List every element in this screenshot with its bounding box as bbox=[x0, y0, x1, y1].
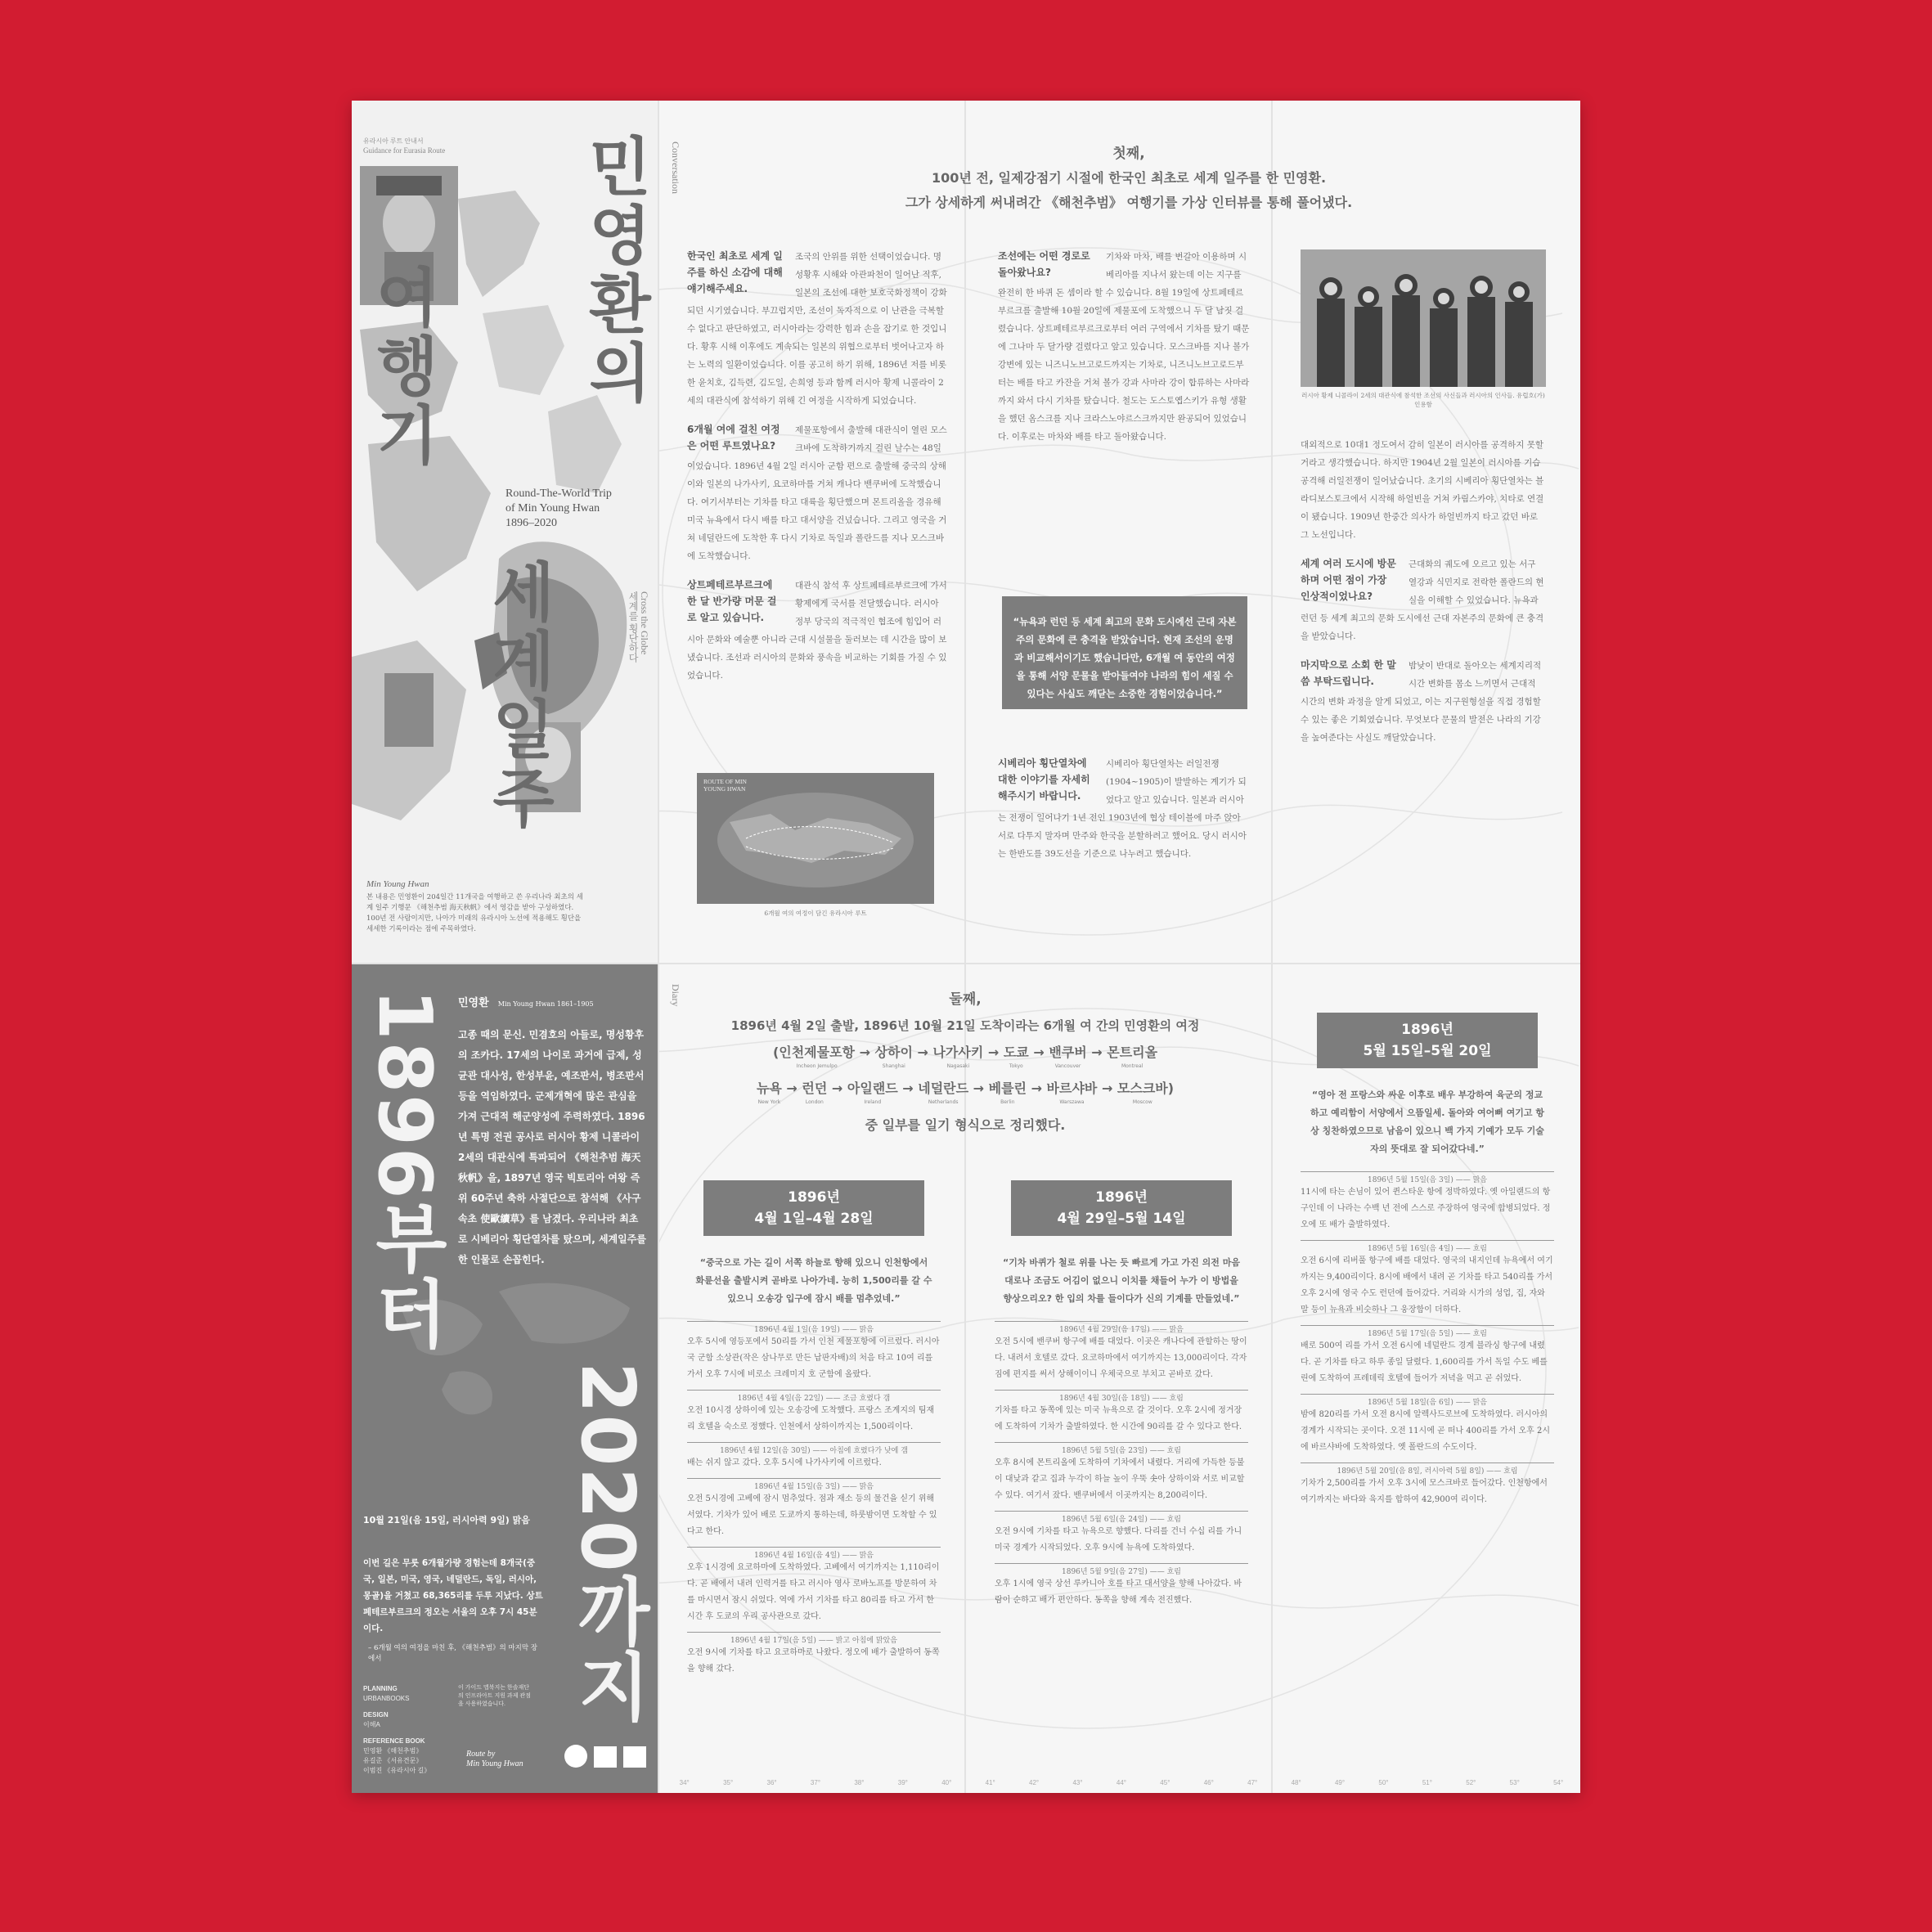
interview-col-2 bbox=[998, 248, 1251, 446]
route-stop-kr: 베를린 bbox=[988, 1081, 1027, 1096]
diary-label: Diary bbox=[670, 984, 681, 1007]
diary-entry-date: 1896년 4월 16일(음 4일) —— 맑음 bbox=[687, 1547, 941, 1560]
route-stop bbox=[802, 1078, 827, 1106]
route-map-drawing bbox=[697, 773, 934, 904]
poster-sheet bbox=[352, 101, 1580, 1793]
diary-entry-text: 오전 5시경에 고베에 잠시 멈추었다. 점과 재소 등의 물건을 싣기 위해서였다. 기차가 있어 배로 도쿄까지 통하는데, 하룻밤이면 도착할 수 있다고 한다. bbox=[687, 1494, 937, 1536]
date-year: 1896년 bbox=[788, 1189, 840, 1206]
title-main: 민영환의 bbox=[577, 133, 651, 408]
route-stop-kr: 뉴욕 bbox=[756, 1081, 782, 1096]
photo-caption: 러시아 황제 니콜라이 2세의 대관식에 참석한 조선의 사신들과 러시아의 인사들. 유럽호(가) 인용함 bbox=[1301, 392, 1545, 408]
diary-quote: “중국으로 가는 길이 서쪽 하늘로 향해 있으니 인천항에서 화륜선을 출발시켜 곧바로 나아가네. 능히 1,500리를 갈 수 있으니 오송강 입구에 잠시 배를 멈추었네.” bbox=[695, 1257, 932, 1304]
diary-column bbox=[687, 1180, 941, 1678]
credit-line: 이해A bbox=[363, 1721, 380, 1728]
diary-entry-text: 오후 1시에 영국 상선 루카니아 호를 타고 대서양을 향해 나아갔다. 바람이 순하고 배가 편안하다. 동쪽을 향해 계속 전진했다. bbox=[995, 1579, 1242, 1605]
ruler-tick: 54° bbox=[1553, 1779, 1564, 1786]
question: 한국인 최초로 세계 일주를 하신 소감에 대해 얘기해주세요. bbox=[687, 250, 783, 294]
bio-text: 고종 때의 문신. 민겸호의 아들로, 명성황후의 조카다. 17세의 나이로 과거에 급제, 성균관 대사성, 한성부윤, 예조판서, 병조판서 등을 역임하였다. 군제개혁에 많은 관심을 가져 근대적 해군양성에 주력하였다. 1896년 특명 전권 공사로 러시아 황제 니콜라이 2세의 대관식에 특파되어 《해천추범 海天秋帆》을, 1897년 영국 빅토리아 여왕 즉위 60주년 축하 사절단으로 참석해 《사구속초 使歐續草》를 남겼다. 우리나라 최초로 시베리아 횡단열차를 탔으며, 세계일주를 한 인물로 손꼽힌다. bbox=[458, 1029, 646, 1265]
route-stop-en: Warszawa bbox=[1059, 1099, 1085, 1105]
heading-line: 1896년 4월 2일 출발, 1896년 10월 21일 도착이라는 6개월 여 간의 민영환의 여정 bbox=[730, 1018, 1200, 1033]
arrow-icon: → bbox=[781, 1081, 802, 1096]
route-stop bbox=[932, 1042, 983, 1070]
photo-figures bbox=[1301, 249, 1546, 387]
route-map bbox=[697, 773, 934, 904]
heading-line: 중 일부를 일기 형식으로 정리했다. bbox=[865, 1117, 1066, 1133]
question: 조선에는 어떤 경로로 돌아왔나요? bbox=[998, 250, 1090, 278]
ruler-tick: 49° bbox=[1334, 1779, 1346, 1786]
interview-col-1 bbox=[687, 248, 949, 685]
section1-heading bbox=[695, 142, 1562, 215]
pull-quote: “뉴욕과 런던 등 세계 최고의 문화 도시에선 근대 자본주의 문화에 큰 충격을 받았습니다. 현재 조선의 운명과 비교해서이기도 했습니다만, 6개월 여 동안의 여정을 통해 서양 문물을 받아들여야 나라의 힘이 세질 수 있다는 사실도 깨닫는 소중한 경험이었습니다.” bbox=[1002, 596, 1247, 709]
route-stop bbox=[1049, 1042, 1086, 1070]
diary-entry-date: 1896년 4월 17일(음 5일) —— 밝고 아침에 맑았음 bbox=[687, 1632, 941, 1645]
answer: 밤낮이 반대로 돌아오는 세계지리적 시간 변화를 몸소 느끼면서 근대적 시간의 변화 과정을 알게 되었고, 이는 지구원형설을 직접 경험할 수 있는 좋은 기회였습니다. 무엇보다 문물의 발전은 나라의 기강을 높여준다는 사실도 깨달았습니다. bbox=[1301, 661, 1542, 743]
answer: 대관식 참석 후 상트페테르부르크에 가서 황제에게 국서를 전달했습니다. 러시아 정부 당국의 적극적인 협조에 힘입어 러시아 문화와 예술뿐 아니라 근대 시설물을 둘러보는 데 시간을 많이 보냈습니다. 조선과 러시아의 문화와 풍속을 비교하는 기회를 가질 수 있었습니다. bbox=[687, 581, 947, 681]
credit-line: 유길준 《서유견문》 bbox=[363, 1757, 423, 1764]
route-stop-kr: 인천제물포항 bbox=[779, 1045, 855, 1060]
qa-block bbox=[687, 248, 949, 410]
qa-block bbox=[687, 577, 949, 685]
title-sub2: 세계일주 bbox=[481, 559, 555, 833]
years-from: 1896부터 bbox=[362, 989, 447, 1351]
route-stop-kr: 나가사키 bbox=[932, 1045, 984, 1060]
qa-block bbox=[998, 248, 1251, 446]
route-stop bbox=[875, 1042, 913, 1070]
date-range: 4월 1일–4월 28일 bbox=[754, 1211, 874, 1227]
arrow-icon: → bbox=[897, 1081, 919, 1096]
diary-entry-text: 밤에 820리를 가서 오전 8시에 알렉사드로브에 도착하였다. 러시아의 경계가 시작되는 곳이다. 오전 11시에 곧 떠나 400리를 가서 오후 2시에 바르샤바에 도착하였다. 옛 폴란드의 수도이다. bbox=[1301, 1410, 1550, 1452]
route-stop-kr: 몬트리올 bbox=[1107, 1045, 1158, 1060]
interview-col-2b bbox=[998, 755, 1251, 863]
fold-line bbox=[658, 101, 659, 1793]
diary-entry-date: 1896년 5월 6일(음 24일) —— 흐림 bbox=[995, 1511, 1248, 1524]
fold-line bbox=[1271, 101, 1273, 1793]
diary-entry-date: 1896년 5월 5일(음 23일) —— 흐림 bbox=[995, 1442, 1248, 1455]
route-line-2: 뉴욕 New York → 런던 London → 아일랜드 Ireland → 네덜란드 Netherlands → 베를린 Berlin → 바르샤바 Warszawa → 모스크바 Moscow ) bbox=[679, 1078, 1251, 1106]
credit-line: 민영환 《해천추범》 bbox=[363, 1747, 423, 1755]
route-stop-en: Nagasaki bbox=[946, 1063, 970, 1069]
ruler-tick: 35° bbox=[723, 1779, 734, 1786]
diary-entry-text: 오후 5시에 영등포에서 50리를 가서 인천 제물포항에 이르렀다. 러시아국 군함 소상관(작은 삼나무로 만든 납판자배)의 처음 타고 10여 리를 가서 오후 7시에 비로소 크레미지 호 군함에 올랐다. bbox=[687, 1337, 940, 1379]
answer: 제물포항에서 출발해 대관식이 열린 모스크바에 도착하기까지 걸린 날수는 48일이었습니다. 1896년 4월 2일 러시아 군함 편으로 출발해 중국의 상해이와 일본의 나가사키, 요코하마를 거쳐 캐나다 밴쿠버에 도착했습니다. 여기서부터는 기차를 타고 대륙을 횡단했으며 몬트리올을 경유해 미국 뉴욕에서 다시 배를 타고 대서양을 건넜습니다. 그리고 영국을 거쳐 네덜란드에 도착한 후 다시 기차로 독일과 폴란드를 지나 모스크바에 도착했습니다. bbox=[687, 425, 947, 561]
route-stop-en: London bbox=[805, 1099, 824, 1105]
ruler-tick: 47° bbox=[1247, 1779, 1258, 1786]
route-sign-line: Min Young Hwan bbox=[466, 1759, 523, 1768]
credit-note: 이 가이드 맵북지는 한솔재단의 인프라아트 지원 과제 관점을 사용하였습니다. bbox=[458, 1685, 531, 1707]
date-year: 1896년 bbox=[1401, 1022, 1453, 1038]
diary-entry-date: 1896년 4월 29일(음 17일) —— 맑음 bbox=[995, 1321, 1248, 1334]
route-stop-en: Incheon Jemulpo bbox=[796, 1063, 838, 1069]
route-stop-en: Ireland bbox=[864, 1099, 882, 1105]
ruler-tick: 36° bbox=[766, 1779, 777, 1786]
arrow-icon: → bbox=[855, 1045, 875, 1060]
arrow-icon: → bbox=[968, 1081, 989, 1096]
diary-entry-text: 오전 10시경 상하이에 있는 오송강에 도착했다. 프랑스 조계지의 팀재리 호텔을 숙소로 정했다. 인천에서 상하이까지는 1,500리이다. bbox=[687, 1406, 935, 1431]
guide-en: Guidance for Eurasia Route bbox=[363, 146, 446, 155]
credit-line: URBANBOOKS bbox=[363, 1695, 410, 1702]
route-stop-en: Berlin bbox=[1000, 1099, 1015, 1105]
fold-line bbox=[964, 101, 966, 1793]
route-sign-line: Route by bbox=[466, 1750, 496, 1759]
answer: 근대화의 궤도에 오르고 있는 서구 열강과 식민지로 전락한 폴란드의 현실을 이해할 수 있었습니다. 뉴욕과 런던 등 세계 최고의 문화 도시에선 근대 자본주의 문화에 큰 충격을 받았습니다. bbox=[1301, 559, 1544, 641]
diary-quote: “영아 전 프랑스와 싸운 이후로 배우 부강하여 육군의 정교하고 예리함이 서양에서 으뜸일세. 돌아와 여어뻐 여기고 항상 칭찬하였으므로 남음이 있으니 백 가지 기예가 모두 기술자의 뜻대로 잘 되어갔다네.” bbox=[1310, 1090, 1544, 1154]
answer: 기차와 마차, 배를 번갈아 이용하며 시베리아를 지나서 왔는데 이는 지구를 완전히 한 바퀴 돈 셈이라 할 수 있습니다. 8월 19일에 상트페테르부르크를 출발해 10월 20일에 제물포에 도착했으니 두 달 남짓 걸렸습니다. 상트페테르부르크로부터 여러 구역에서 기차를 탔기 때문에 그나마 두 달가량 걸렸다고 앞고 있습니다. 모스크바를 지나 볼가 강변에 있는 니즈니노브고로드까지는 기차로, 니즈니노브고로드부터는 배를 타고 카잔을 거쳐 볼가 강과 사마라 강이 합류하는 사마라까지 와서 다시 기차를 탔습니다. 철도는 도스토옙스키가 유형 생활을 했던 옴스크를 지나 크라스노야르스크까지만 완공되어 있었습니다. 이후로는 마차와 배를 타고 돌아왔습니다. bbox=[998, 252, 1250, 442]
diary-entry-text: 배는 쉬지 않고 갔다. 오후 5시에 나가사키에 이르렀다. bbox=[687, 1458, 882, 1467]
route-stop bbox=[1117, 1078, 1168, 1106]
question: 세계 여러 도시에 방문하며 어떤 점이 가장 인상적이었나요? bbox=[1301, 558, 1396, 602]
route-signature bbox=[466, 1750, 523, 1769]
diary-entry-text: 오전 6시에 리버풀 항구에 배를 대었다. 영국의 내지인데 뉴욕에서 여기까지는 9,400리이다. 8시에 배에서 내려 곧 기차를 타고 540리를 가서 오후 2시에 영국 수도 런던에 들어갔다. 거리와 시가의 성업, 집, 자와 말 등이 뉴욕과 비슷하나 그 웅장함이 더하다. bbox=[1301, 1256, 1553, 1314]
diary-entry-text: 오후 1시경에 요코하마에 도착하였다. 고베에서 여기까지는 1,110리이다. 곧 배에서 내려 인력거를 타고 러시아 영사 로바노프를 방문하여 차를 마시면서 잠시 쉬었다. 역에 가서 기차를 타고 80리를 타고 가서 한 시간 후 도쿄의 우리 공사관으로 갔다. bbox=[687, 1563, 940, 1621]
answer: 조국의 안위를 위한 선택이었습니다. 명성황후 시해와 아관파천이 일어난 직후, 일본의 조선에 대한 보호국화정책이 강화되던 시기였습니다. 부끄럽지만, 조선이 독자적으로 이 난관을 극복할 수 없다고 판단하였고, 러시아라는 강력한 힘과 손을 잡기로 한 것입니다. 황후 시해 이후에도 계속되는 일본의 위협으로부터 벗어나고자 하는 노력의 일환이었습니다. 이를 공고히 하기 위해, 1896년 저를 비롯한 윤치호, 김득련, 김도일, 손희영 등과 함께 러시아 황제 니콜라이 2세의 대관식에 참석하기 위해 긴 여정을 시작하게 되었습니다. bbox=[687, 252, 947, 406]
answer: 시베리아 횡단열차는 러일전쟁(1904~1905)이 발발하는 계기가 되었다고 알고 있습니다. 일본과 러시아는 전쟁이 일어나기 1년 전인 1903년에 협상 테이블에 마주 앉아 서로 다투지 말자며 만주와 한국을 분할하려고 했어요. 당시 러시아는 한반도를 39도선을 기준으로 나누려고 했습니다. bbox=[998, 759, 1247, 859]
arrow-icon: → bbox=[1097, 1081, 1117, 1096]
arrow-icon: → bbox=[1027, 1081, 1047, 1096]
diary-column bbox=[995, 1180, 1248, 1609]
heading-second: 둘째, bbox=[949, 991, 982, 1008]
diary-column bbox=[1301, 1013, 1554, 1508]
route-stop bbox=[1047, 1078, 1098, 1106]
section2-heading bbox=[679, 986, 1251, 1139]
date-range-box bbox=[1011, 1180, 1232, 1236]
ruler-tick: 37° bbox=[810, 1779, 821, 1786]
ruler-tick: 51° bbox=[1422, 1779, 1432, 1786]
route-stop-kr: 밴쿠버 bbox=[1049, 1045, 1087, 1060]
cross-kr: 세계를 횡단하다 bbox=[627, 591, 639, 663]
diary-entry-date: 1896년 4월 30일(음 18일) —— 흐림 bbox=[995, 1390, 1248, 1403]
route-stop-en: Shanghai bbox=[882, 1063, 905, 1069]
diary-entry-date: 1896년 5월 18일(음 6일) —— 맑음 bbox=[1301, 1394, 1554, 1407]
route-stop-en: Netherlands bbox=[928, 1099, 959, 1105]
route-stop-en: Vancouver bbox=[1054, 1063, 1081, 1069]
route-stop-en: New York bbox=[757, 1099, 781, 1105]
route-map-title: ROUTE OF MIN YOUNG HWAN bbox=[703, 778, 747, 793]
bio-name: 민영환 bbox=[458, 997, 489, 1009]
route-stop-kr: 바르샤바 bbox=[1046, 1081, 1098, 1096]
cover-panel bbox=[352, 101, 658, 963]
ruler-tick: 48° bbox=[1291, 1779, 1301, 1786]
diary-entry-date: 1896년 5월 9일(음 27일) —— 흐림 bbox=[995, 1563, 1248, 1576]
diary-entry-date: 1896년 4월 1일(음 19일) —— 맑음 bbox=[687, 1321, 941, 1334]
route-stop bbox=[1004, 1042, 1029, 1070]
route-stop-kr: 네덜란드 bbox=[918, 1081, 969, 1096]
diary-entry-text: 오후 8시에 몬트리올에 도착하여 기차에서 내렸다. 거리에 가득한 등불이 대낮과 같고 집과 누각이 하늘 높이 우뚝 솟아 상하이와 서로 비교할 수 있다. 여기서 잤다. 밴쿠버에서 이곳까지는 8,200리이다. bbox=[995, 1458, 1245, 1500]
ruler-tick: 46° bbox=[1203, 1779, 1214, 1786]
guide-kr: 유라시아 루트 안내서 bbox=[363, 137, 424, 145]
credit-line: 이범진 《유라시아 길》 bbox=[363, 1767, 431, 1774]
ruler-tick: 52° bbox=[1466, 1779, 1476, 1786]
heading-line: 그가 상세하게 써내려간 《해천추범》 여행기를 가상 인터뷰를 통해 풀어냈다. bbox=[905, 195, 1353, 210]
ruler-tick: 43° bbox=[1072, 1779, 1083, 1786]
bio-sidebar bbox=[352, 964, 658, 1793]
arrow-icon: → bbox=[983, 1045, 1004, 1060]
route-stop bbox=[847, 1078, 898, 1106]
heading-first: 첫째, bbox=[1112, 146, 1145, 162]
ruler-tick: 50° bbox=[1378, 1779, 1389, 1786]
diary-entry-text: 배로 500여 리를 가서 오전 6시에 네덜란드 경계 블라싱 항구에 내렸다. 곧 기차를 타고 하루 종일 달렸다. 1,600리를 가서 독일 수도 베를린에 도착하여 프레데릭 호텔에 들어가 저녁을 먹고 곧 쉬었다. bbox=[1301, 1341, 1548, 1383]
diary-entry-date: 1896년 4월 12일(음 30일) —— 아침에 흐렸다가 낮에 갬 bbox=[687, 1442, 941, 1455]
diary-entry-text: 11시에 타는 손님이 있어 퀸스타운 항에 정박하였다. 옛 아일랜드의 항구인데 이 나라는 수백 년 전에 스스로 주장하여 영국에 합병되었다. 정오에 또 배가 출발하였다. bbox=[1301, 1188, 1551, 1229]
conversation-label: Conversation bbox=[670, 142, 681, 194]
route-stop-en: Tokyo bbox=[1009, 1063, 1023, 1069]
bio-name-row bbox=[458, 994, 594, 1009]
diary-entry-date: 1896년 4월 4일(음 22일) —— 조금 흐렸다 갬 bbox=[687, 1390, 941, 1403]
route-stop bbox=[779, 1042, 855, 1070]
years-to: 2020까지 bbox=[564, 1362, 650, 1724]
bio-name-en: Min Young Hwan 1861–1905 bbox=[497, 1000, 594, 1008]
longitude-ruler bbox=[663, 1779, 1580, 1790]
route-stop-kr: 런던 bbox=[802, 1081, 828, 1096]
cross-en: Cross the Globe bbox=[639, 591, 650, 655]
date-range: 5월 15일–5월 20일 bbox=[1363, 1043, 1492, 1059]
date-range-box bbox=[703, 1180, 924, 1236]
diary-entry-text: 기차가 2,500리를 가서 오후 3시에 모스크바로 들어갔다. 인천항에서 여기까지는 바다와 육지를 합하여 42,900여 리이다. bbox=[1301, 1479, 1548, 1504]
route-stop-kr: 모스크바 bbox=[1117, 1081, 1168, 1096]
ruler-tick: 44° bbox=[1116, 1779, 1126, 1786]
question: 상트페테르부르크에 한 달 반가량 머문 걸로 알고 있습니다. bbox=[687, 579, 777, 623]
intro-text: 본 내용은 민영환이 204일간 11개국을 여행하고 쓴 우리나라 최초의 세계 일주 기행문 《해천추범 海天秋帆》에서 영감을 받아 구성하였다. 100년 전 사람이지만, 나아가 미래의 유라시아 노선에 적용해도 횡단을 세세한 기록이라는 점에 주목하였다. bbox=[366, 893, 583, 933]
diary-entry-date: 1896년 5월 17일(음 5일) —— 흐림 bbox=[1301, 1325, 1554, 1338]
arrow-icon: → bbox=[827, 1081, 847, 1096]
note-date: 10월 21일(음 15일, 러시아력 9일) 맑음 bbox=[363, 1515, 530, 1525]
partner-logos bbox=[561, 1741, 651, 1771]
route-stop-kr: 상하이 bbox=[874, 1045, 913, 1060]
arrow-icon: → bbox=[912, 1045, 933, 1060]
english-title: Round-The-World Trip of Min Young Hwan 1896–2020 bbox=[505, 487, 612, 529]
title-sub1: 여행기 bbox=[365, 264, 438, 470]
arrow-icon: → bbox=[1086, 1045, 1108, 1060]
diary-entry-date: 1896년 5월 16일(음 4일) —— 흐림 bbox=[1301, 1240, 1554, 1253]
route-line-1: (인천제물포항 Incheon Jemulpo → 상하이 Shanghai → 나가사키 Nagasaki → 도쿄 Tokyo → 밴쿠버 Vancouver → 몬트리올 Montreal bbox=[679, 1042, 1251, 1070]
date-range: 4월 29일–5월 14일 bbox=[1057, 1211, 1186, 1227]
diary-entry-date: 1896년 5월 15일(음 3일) —— 맑음 bbox=[1301, 1171, 1554, 1184]
ruler-tick: 53° bbox=[1509, 1779, 1520, 1786]
route-map-caption: 6개월 여의 여정이 담긴 유라시아 루트 bbox=[764, 910, 867, 917]
diary-entry-text: 오전 9시에 기차를 타고 뉴욕으로 향했다. 다리를 건너 수십 리를 가니 미국 경계가 시작되었다. 오후 9시에 뉴욕에 도착하였다. bbox=[995, 1527, 1242, 1552]
diary-entry-text: 기차를 타고 동쪽에 있는 미국 뉴욕으로 갈 것이다. 오후 2시에 정거장에 도착하여 기차가 출발하였다. 한 시간에 90리를 갈 수 있다고 한다. bbox=[995, 1406, 1242, 1431]
diary-entry-date: 1896년 4월 15일(음 3일) —— 맑음 bbox=[687, 1478, 941, 1491]
credit-line: PLANNING bbox=[363, 1685, 398, 1692]
diary-entry-text: 오전 9시에 기차를 타고 요코하마로 나왔다. 정오에 배가 출발하여 동쪽을 향해 갔다. bbox=[687, 1648, 940, 1674]
route-stop bbox=[918, 1078, 968, 1106]
diary-entry-date: 1896년 5월 20일(음 8일, 러시아력 5월 8일) —— 흐림 bbox=[1301, 1462, 1554, 1476]
interview-col-3 bbox=[1301, 436, 1546, 747]
route-stop bbox=[757, 1078, 782, 1106]
note-foot: – 6개월 여의 여정을 마친 후, 《해천추범》의 마지막 장에서 bbox=[368, 1644, 537, 1663]
route-stop-kr: 아일랜드 bbox=[847, 1081, 898, 1096]
credit-line: REFERENCE BOOK bbox=[363, 1737, 425, 1745]
ruler-tick: 40° bbox=[941, 1779, 952, 1786]
question: 6개월 여에 걸친 여정은 어떤 루트였나요? bbox=[687, 424, 780, 452]
route-stop bbox=[989, 1078, 1027, 1106]
qa-block bbox=[687, 421, 949, 565]
ruler-tick: 38° bbox=[854, 1779, 865, 1786]
answer: 대외적으로 10대1 정도여서 감히 일본이 러시아를 공격하지 못할 거라고 생각했습니다. 하지만 1904년 2월 일본이 러시아를 기습 공격해 러일전쟁이 일어났습니다. 초기의 시베리아 횡단열차는 블라디보스토크에서 시작해 하얼빈을 거쳐 카림스카야, 치타로 연결이 됐습니다. 1909년 한중간 의사가 하얼빈까지 타고 갔던 바로 그 노선입니다. bbox=[1301, 440, 1544, 540]
diary-entry-text: 오전 5시에 밴쿠버 항구에 배를 대었다. 이곳은 캐나다에 관할하는 땅이다. 내려서 호텔로 갔다. 요코하마에서 여기까지는 13,000리이다. 각자 짐에 편지를 써서 상해이이니 우체국으로 부치고 곧바로 갔다. bbox=[995, 1337, 1247, 1379]
ruler-tick: 41° bbox=[985, 1779, 995, 1786]
delegation-photo bbox=[1301, 249, 1546, 387]
date-year: 1896년 bbox=[1095, 1189, 1148, 1206]
question: 시베리아 횡단열차에 대한 이야기를 자세히 해주시기 바랍니다. bbox=[998, 757, 1090, 802]
ruler-tick: 42° bbox=[1029, 1779, 1040, 1786]
diary-quote: “기차 바퀴가 철로 위를 나는 듯 빠르게 가고 가진 의전 마음대로나 조금도 어김이 없으니 이치를 채들어 누가 이 방법을 향상으리오? 한 입의 차를 들이다가 신의 기계를 만들었네.” bbox=[1003, 1257, 1240, 1304]
route-stop bbox=[1107, 1042, 1157, 1070]
arrow-icon: → bbox=[1028, 1045, 1049, 1060]
credits bbox=[363, 1684, 445, 1776]
credit-line: DESIGN bbox=[363, 1711, 389, 1719]
ruler-tick: 39° bbox=[897, 1779, 908, 1786]
signature: Min Young Hwan bbox=[366, 879, 429, 889]
date-range-box bbox=[1317, 1013, 1538, 1068]
note-text: 이번 길은 무릇 6개월가량 경험는데 8개국(중국, 일본, 미국, 영국, 네덜란드, 독일, 러시아, 몽골)을 거쳤고 68,365리를 두루 지났다. 상트페테르부르크의 정오는 서울의 오후 7시 45분이다. bbox=[363, 1558, 543, 1633]
heading-line: 100년 전, 일제강점기 시절에 한국인 최초로 세계 일주를 한 민영환. bbox=[931, 170, 1327, 186]
ruler-tick: 45° bbox=[1160, 1779, 1170, 1786]
ruler-tick: 34° bbox=[679, 1779, 690, 1786]
question: 마지막으로 소회 한 말씀 부탁드립니다. bbox=[1301, 659, 1396, 687]
route-stop-kr: 도쿄 bbox=[1003, 1045, 1029, 1060]
route-stop-en: Moscow bbox=[1132, 1099, 1152, 1105]
route-stop-en: Montreal bbox=[1121, 1063, 1143, 1069]
